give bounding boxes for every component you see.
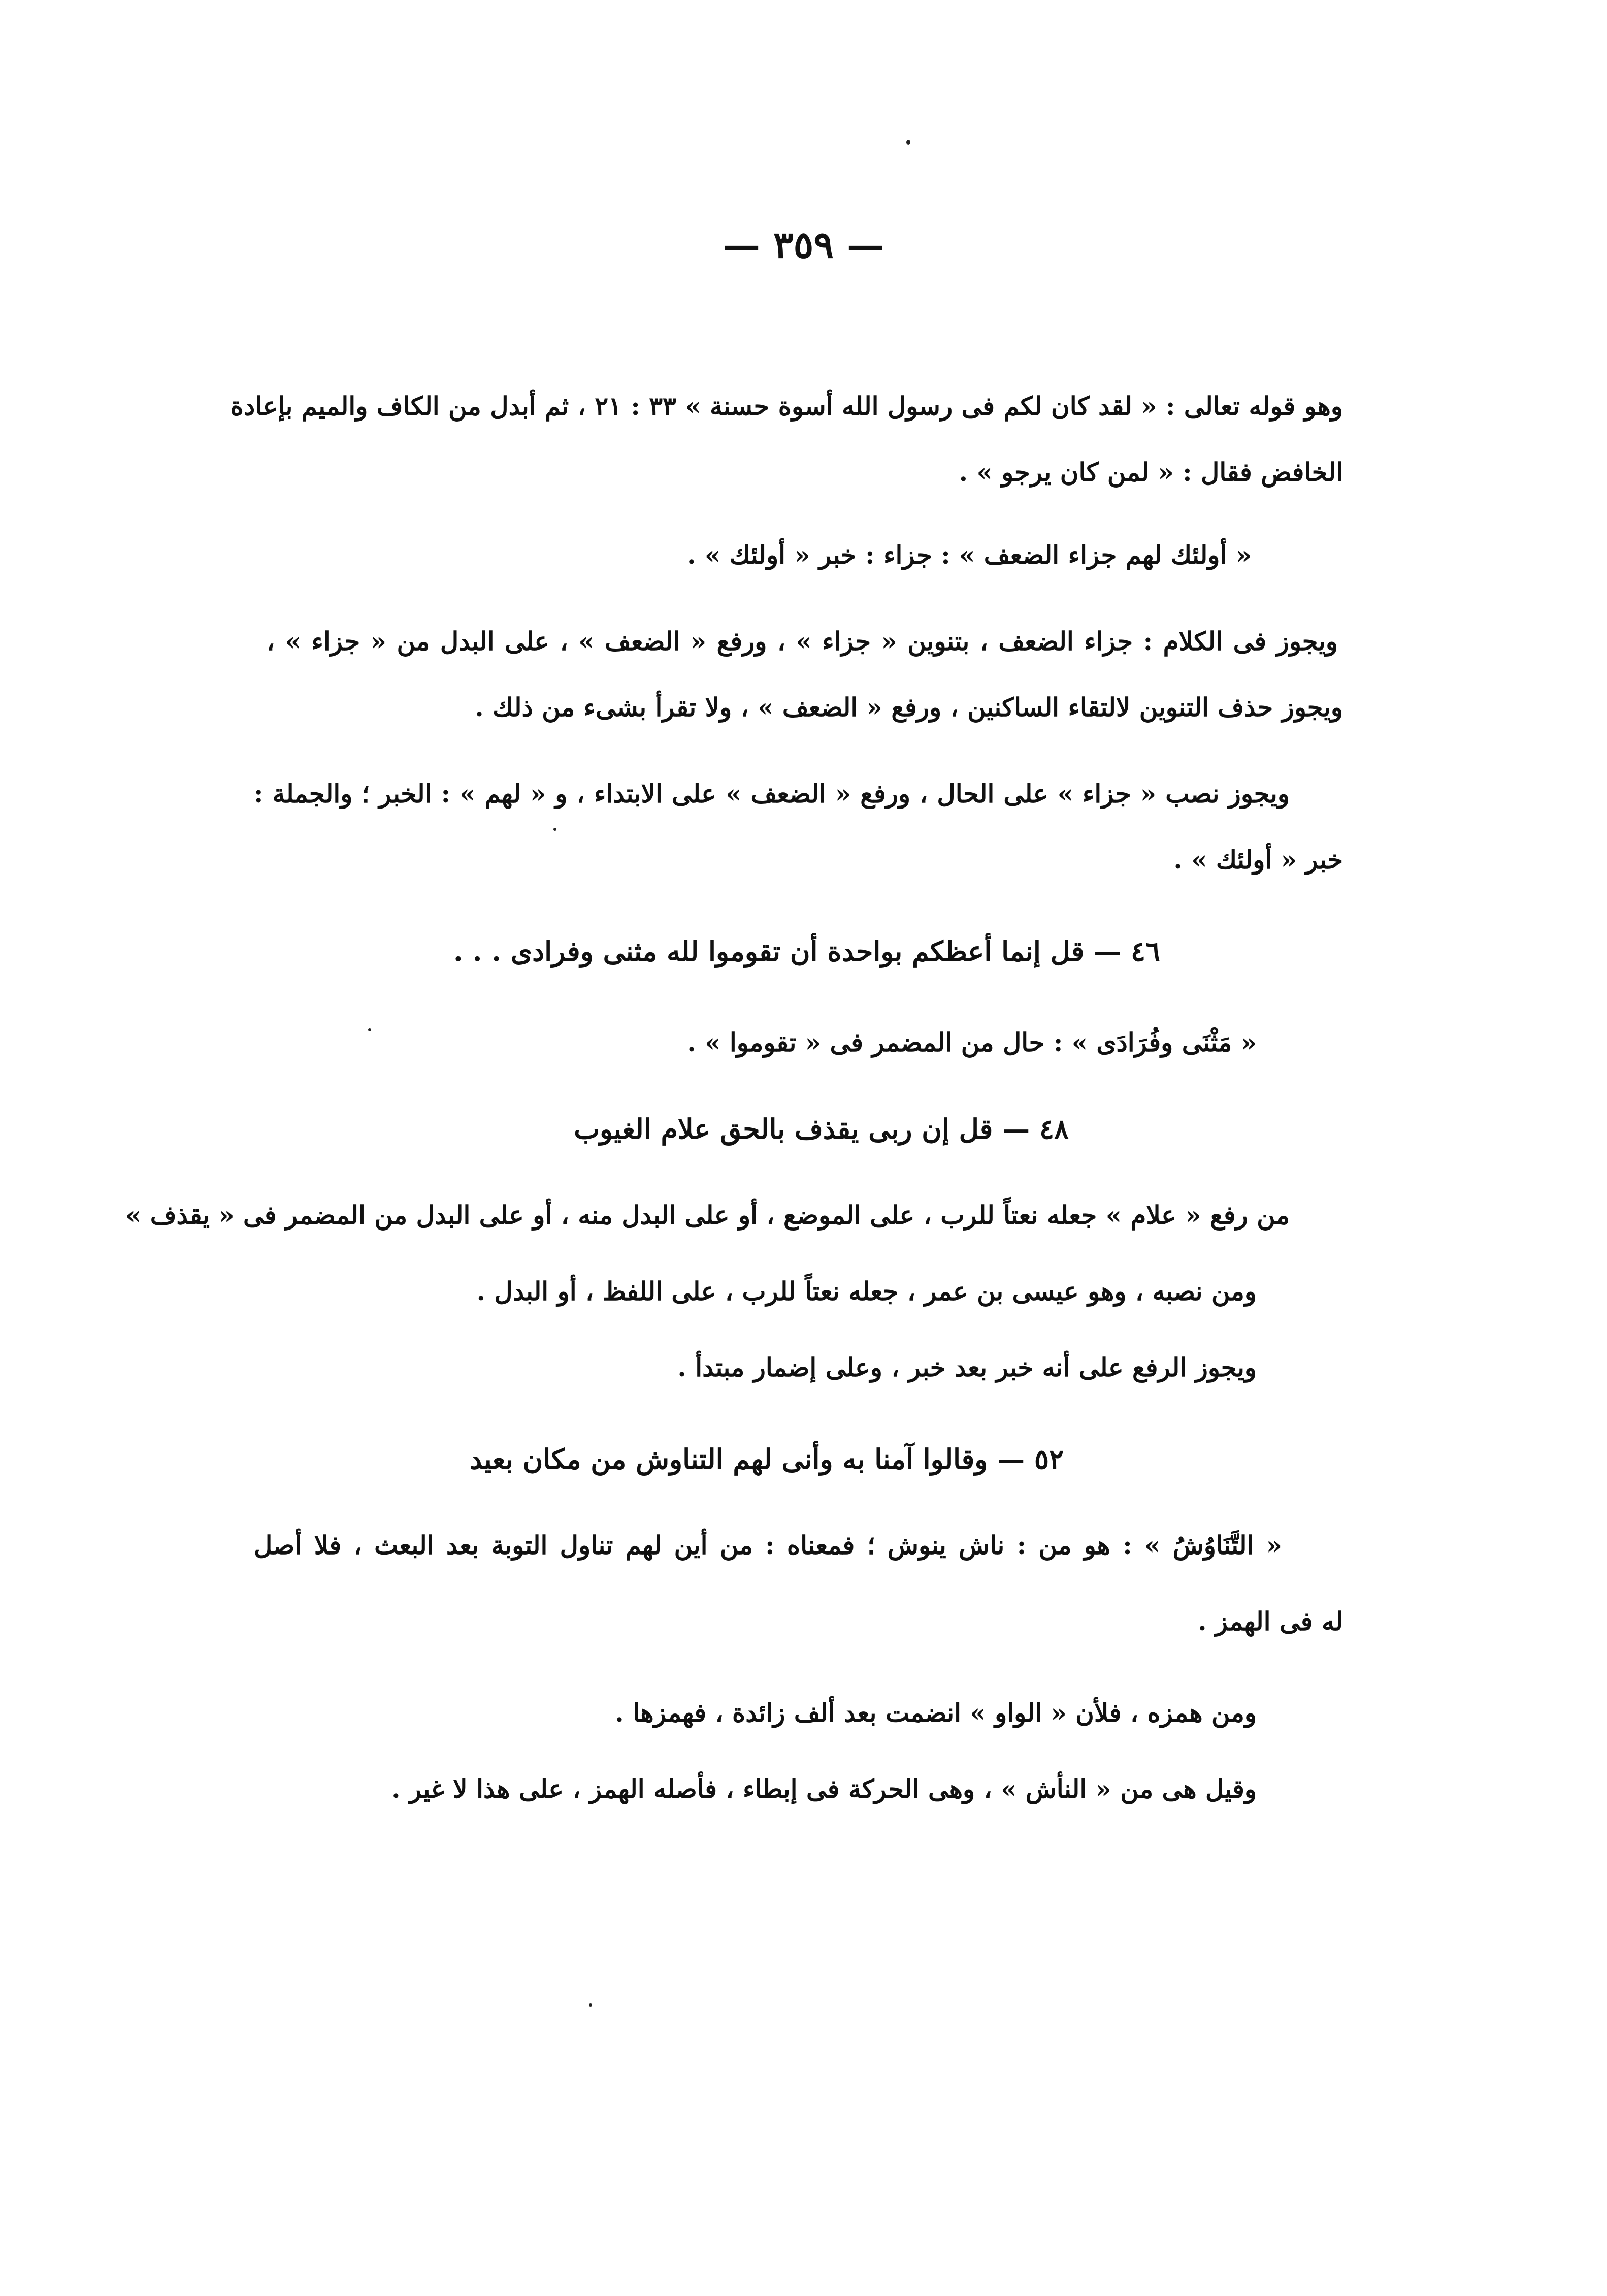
text-line: وقيل هى من « النأش » ، وهى الحركة فى إبطاء ، فأصله الهمز ، على هذا لا غير . — [391, 1774, 1257, 1804]
text-line: وهو قوله تعالى : « لقد كان لكم فى رسول الله أسوة حسنة » ٣٣ : ٢١ ، ثم أبدل من الكاف والميم بإعادة — [230, 391, 1343, 421]
verse-heading: ٤٨ — قل إن ربى يقذف بالحق علام الغيوب — [574, 1113, 1069, 1145]
text-line: من رفع « علام » جعله نعتاً للرب ، على الموضع ، أو على البدل منه ، أو على البدل من المضمر فى « يقذف » — [125, 1200, 1290, 1230]
text-line: ويجوز حذف التنوين لالتقاء الساكنين ، ورفع « الضعف » ، ولا تقرأ بشىء من ذلك . — [475, 692, 1343, 722]
text-line: « أولئك لهم جزاء الضعف » : جزاء : خبر « أولئك » . — [687, 540, 1252, 570]
scan-speck — [589, 2003, 592, 2007]
text-line: خبر « أولئك » . — [1173, 845, 1343, 875]
text-line: ويجوز الرفع على أنه خبر بعد خبر ، وعلى إضمار مبتدأ . — [677, 1352, 1257, 1382]
text-line: ومن همزه ، فلأن « الواو » انضمت بعد ألف زائدة ، فهمزها . — [615, 1698, 1257, 1728]
text-line: « مَثْنَى وفُرَادَى » : حال من المضمر فى « تقوموا » . — [687, 1027, 1257, 1057]
page-number: — ٣٥٩ — — [723, 223, 884, 267]
text-line: ومن نصبه ، وهو عيسى بن عمر ، جعله نعتاً للرب ، على اللفظ ، أو البدل . — [476, 1276, 1257, 1306]
scan-speck — [553, 828, 556, 831]
text-line: ويجوز نصب « جزاء » على الحال ، ورفع « الضعف » على الابتداء ، و « لهم » : الخبر ؛ والجملة : — [254, 779, 1290, 809]
text-line: له فى الهمز . — [1198, 1606, 1343, 1636]
scan-speck — [368, 1028, 371, 1031]
scan-speck — [906, 140, 910, 145]
verse-heading: ٥٢ — وقالوا آمنا به وأنى لهم التناوش من مكان بعيد — [470, 1443, 1064, 1475]
text-line: « التَّنَاوُشُ » : هو من : ناش ينوش ؛ فمعناه : من أين لهم تناول التوبة بعد البعث ، فلا أصل — [254, 1530, 1282, 1560]
text-line: ويجوز فى الكلام : جزاء الضعف ، بتنوين « جزاء » ، ورفع « الضعف » ، على البدل من « جزاء » ، — [267, 626, 1338, 656]
verse-heading: ٤٦ — قل إنما أعظكم بواحدة أن تقوموا لله مثنى وفرادى . . . — [453, 935, 1160, 967]
text-line: الخافض فقال : « لمن كان يرجو » . — [959, 457, 1343, 487]
